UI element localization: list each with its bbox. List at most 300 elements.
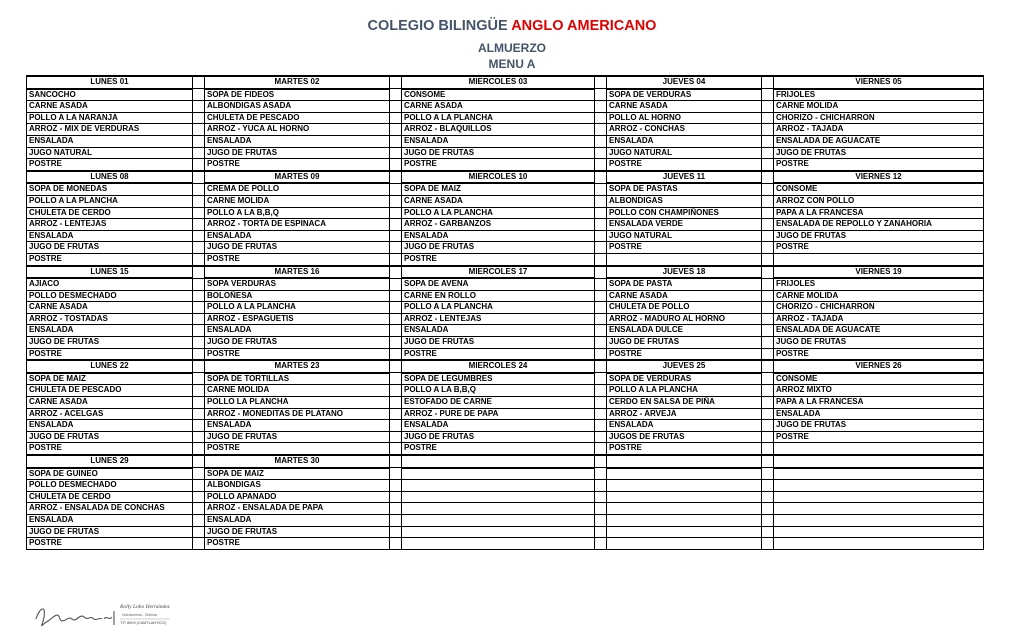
menu-item: POLLO A LA B,B,Q xyxy=(402,385,595,397)
menu-item: JUGO DE FRUTAS xyxy=(205,526,390,538)
menu-item: ARROZ - ACELGAS xyxy=(27,408,193,420)
column-spacer xyxy=(595,135,607,147)
day-header: MIERCOLES 24 xyxy=(402,360,595,373)
menu-label: MENU A xyxy=(488,57,536,71)
column-spacer xyxy=(390,468,402,480)
menu-item: JUGO DE FRUTAS xyxy=(402,147,595,159)
menu-item: ENSALADA DULCE xyxy=(607,325,762,337)
menu-row xyxy=(27,135,984,147)
column-spacer xyxy=(390,124,402,136)
menu-item: ARROZ MIXTO xyxy=(774,385,984,397)
day-header: MARTES 30 xyxy=(205,455,390,468)
column-spacer xyxy=(595,124,607,136)
menu-item: ALBONDIGAS ASADA xyxy=(205,101,390,113)
column-spacer xyxy=(762,480,774,492)
menu-item xyxy=(774,503,984,515)
column-spacer xyxy=(193,195,205,207)
column-spacer xyxy=(595,514,607,526)
stamp-name: Rolly Lobo Hernández xyxy=(120,604,170,610)
menu-item: ENSALADA xyxy=(205,325,390,337)
menu-item: SANCOCHO xyxy=(27,89,193,101)
menu-item: SOPA DE VERDURAS xyxy=(607,89,762,101)
menu-item xyxy=(607,538,762,550)
menu-item: ALBONDIGAS xyxy=(205,480,390,492)
menu-item: ENSALADA xyxy=(205,135,390,147)
column-spacer xyxy=(762,373,774,385)
column-spacer xyxy=(390,101,402,113)
column-spacer xyxy=(595,207,607,219)
menu-item: POSTRE xyxy=(205,443,390,455)
column-spacer xyxy=(595,147,607,159)
day-header xyxy=(774,455,984,468)
menu-item: POSTRE xyxy=(27,159,193,171)
menu-item: ENSALADA xyxy=(27,230,193,242)
menu-item xyxy=(607,514,762,526)
column-spacer xyxy=(193,278,205,290)
column-spacer xyxy=(762,313,774,325)
menu-item: POSTRE xyxy=(205,253,390,265)
week-header-row xyxy=(27,266,984,279)
column-spacer xyxy=(595,491,607,503)
menu-item xyxy=(607,480,762,492)
column-spacer xyxy=(762,253,774,265)
column-spacer xyxy=(595,278,607,290)
column-spacer xyxy=(595,373,607,385)
menu-item xyxy=(402,538,595,550)
column-spacer xyxy=(193,455,205,468)
menu-row xyxy=(27,89,984,101)
menu-row xyxy=(27,207,984,219)
column-spacer xyxy=(193,230,205,242)
menu-item xyxy=(402,468,595,480)
column-spacer xyxy=(390,514,402,526)
menu-item: ENSALADA VERDE xyxy=(607,219,762,231)
menu-item: ENSALADA xyxy=(205,230,390,242)
column-spacer xyxy=(390,397,402,409)
column-spacer xyxy=(762,242,774,254)
column-spacer xyxy=(762,431,774,443)
menu-item: ENSALADA DE AGUACATE xyxy=(774,325,984,337)
column-spacer xyxy=(595,242,607,254)
day-header: MIERCOLES 03 xyxy=(402,76,595,89)
menu-row xyxy=(27,468,984,480)
column-spacer xyxy=(762,207,774,219)
column-spacer xyxy=(193,443,205,455)
column-spacer xyxy=(390,348,402,360)
column-spacer xyxy=(390,195,402,207)
menu-item: SOPA DE MONEDAS xyxy=(27,183,193,195)
column-spacer xyxy=(390,302,402,314)
column-spacer xyxy=(193,219,205,231)
menu-row xyxy=(27,230,984,242)
menu-row xyxy=(27,219,984,231)
column-spacer xyxy=(595,313,607,325)
menu-item: CREMA DE POLLO xyxy=(205,183,390,195)
column-spacer xyxy=(390,207,402,219)
menu-item: JUGO DE FRUTAS xyxy=(27,431,193,443)
column-spacer xyxy=(390,420,402,432)
menu-item xyxy=(774,253,984,265)
menu-item: JUGO NATURAL xyxy=(607,147,762,159)
menu-item: POLLO A LA PLANCHA xyxy=(402,207,595,219)
menu-item: SOPA DE LEGUMBRES xyxy=(402,373,595,385)
menu-item: ENSALADA xyxy=(27,514,193,526)
column-spacer xyxy=(595,468,607,480)
column-spacer xyxy=(390,135,402,147)
menu-item: ESTOFADO DE CARNE xyxy=(402,397,595,409)
column-spacer xyxy=(193,207,205,219)
menu-item: POSTRE xyxy=(205,159,390,171)
column-spacer xyxy=(193,408,205,420)
column-spacer xyxy=(595,420,607,432)
column-spacer xyxy=(595,266,607,279)
menu-item: CARNE ASADA xyxy=(27,302,193,314)
column-spacer xyxy=(595,538,607,550)
column-spacer xyxy=(762,397,774,409)
day-header: VIERNES 26 xyxy=(774,360,984,373)
column-spacer xyxy=(390,266,402,279)
menu-item: JUGO DE FRUTAS xyxy=(607,337,762,349)
menu-row xyxy=(27,480,984,492)
menu-row xyxy=(27,431,984,443)
menu-item: ARROZ - MIX DE VERDURAS xyxy=(27,124,193,136)
column-spacer xyxy=(390,408,402,420)
menu-item: POSTRE xyxy=(27,348,193,360)
column-spacer xyxy=(193,348,205,360)
column-spacer xyxy=(390,325,402,337)
column-spacer xyxy=(762,219,774,231)
menu-item: ARROZ - MONEDITAS DE PLATANO xyxy=(205,408,390,420)
menu-item: POLLO DESMECHADO xyxy=(27,480,193,492)
menu-item: POSTRE xyxy=(774,159,984,171)
menu-item: POLLO AL HORNO xyxy=(607,112,762,124)
menu-item: CARNE ASADA xyxy=(27,101,193,113)
column-spacer xyxy=(193,420,205,432)
menu-item: ARROZ - CONCHAS xyxy=(607,124,762,136)
column-spacer xyxy=(390,230,402,242)
menu-row xyxy=(27,325,984,337)
menu-row xyxy=(27,420,984,432)
menu-item: JUGO DE FRUTAS xyxy=(27,337,193,349)
menu-row xyxy=(27,443,984,455)
menu-item: FRIJOLES xyxy=(774,89,984,101)
menu-item: POLLO LA PLANCHA xyxy=(205,397,390,409)
menu-item xyxy=(402,526,595,538)
menu-item: CARNE ASADA xyxy=(607,101,762,113)
column-spacer xyxy=(762,385,774,397)
menu-item: CARNE ASADA xyxy=(402,195,595,207)
menu-item: POLLO A LA PLANCHA xyxy=(402,302,595,314)
menu-item: AJIACO xyxy=(27,278,193,290)
column-spacer xyxy=(595,195,607,207)
menu-row xyxy=(27,290,984,302)
menu-row xyxy=(27,278,984,290)
column-spacer xyxy=(193,76,205,89)
column-spacer xyxy=(193,503,205,515)
column-spacer xyxy=(193,171,205,184)
menu-item xyxy=(774,526,984,538)
menu-row xyxy=(27,397,984,409)
menu-item: ENSALADA xyxy=(27,325,193,337)
menu-item: POSTRE xyxy=(774,242,984,254)
day-header xyxy=(607,455,762,468)
menu-row xyxy=(27,124,984,136)
menu-row xyxy=(27,183,984,195)
menu-item: JUGO DE FRUTAS xyxy=(27,526,193,538)
menu-item: ENSALADA xyxy=(27,420,193,432)
column-spacer xyxy=(193,385,205,397)
menu-item xyxy=(607,526,762,538)
menu-row xyxy=(27,337,984,349)
day-header: LUNES 08 xyxy=(27,171,193,184)
menu-item: CARNE MOLIDA xyxy=(205,195,390,207)
menu-item: CONSOME xyxy=(774,373,984,385)
menu-item: POSTRE xyxy=(607,348,762,360)
menu-item: SOPA DE MAIZ xyxy=(205,468,390,480)
column-spacer xyxy=(390,219,402,231)
column-spacer xyxy=(762,183,774,195)
column-spacer xyxy=(390,290,402,302)
day-header: VIERNES 12 xyxy=(774,171,984,184)
menu-item xyxy=(607,468,762,480)
column-spacer xyxy=(390,538,402,550)
column-spacer xyxy=(762,325,774,337)
column-spacer xyxy=(595,443,607,455)
menu-item: POSTRE xyxy=(205,538,390,550)
day-header: JUEVES 04 xyxy=(607,76,762,89)
column-spacer xyxy=(595,183,607,195)
column-spacer xyxy=(595,348,607,360)
menu-item: POSTRE xyxy=(774,348,984,360)
menu-item: POLLO A LA NARANJA xyxy=(27,112,193,124)
column-spacer xyxy=(595,230,607,242)
menu-item: ARROZ - BLAQUILLOS xyxy=(402,124,595,136)
column-spacer xyxy=(762,159,774,171)
stamp-license: T.P. 8509 (CAMTLANTICO) xyxy=(120,621,167,625)
menu-item: SOPA DE MAIZ xyxy=(27,373,193,385)
column-spacer xyxy=(193,397,205,409)
column-spacer xyxy=(595,112,607,124)
column-spacer xyxy=(762,337,774,349)
day-header xyxy=(402,455,595,468)
menu-item: JUGO DE FRUTAS xyxy=(774,147,984,159)
menu-item: ENSALADA xyxy=(205,514,390,526)
menu-item xyxy=(402,480,595,492)
day-header: LUNES 22 xyxy=(27,360,193,373)
menu-row xyxy=(27,491,984,503)
menu-item: ARROZ - ARVEJA xyxy=(607,408,762,420)
column-spacer xyxy=(193,373,205,385)
menu-item xyxy=(774,514,984,526)
menu-item: ARROZ - TAJADA xyxy=(774,124,984,136)
menu-item: POSTRE xyxy=(774,431,984,443)
column-spacer xyxy=(595,503,607,515)
menu-item xyxy=(402,514,595,526)
menu-item: JUGO DE FRUTAS xyxy=(774,420,984,432)
menu-subtitle: ALMUERZO xyxy=(478,41,546,55)
column-spacer xyxy=(390,76,402,89)
column-spacer xyxy=(390,443,402,455)
column-spacer xyxy=(762,302,774,314)
menu-item: ENSALADA xyxy=(402,135,595,147)
day-header: MIERCOLES 10 xyxy=(402,171,595,184)
nutritionist-signature xyxy=(30,597,180,633)
menu-item xyxy=(607,503,762,515)
column-spacer xyxy=(762,420,774,432)
column-spacer xyxy=(762,455,774,468)
menu-row xyxy=(27,112,984,124)
menu-item: JUGO DE FRUTAS xyxy=(774,337,984,349)
menu-row xyxy=(27,408,984,420)
menu-item: CHULETA DE PESCADO xyxy=(205,112,390,124)
column-spacer xyxy=(390,112,402,124)
menu-row xyxy=(27,242,984,254)
column-spacer xyxy=(193,431,205,443)
column-spacer xyxy=(595,385,607,397)
column-spacer xyxy=(193,480,205,492)
stamp-role: Nutricionista - Dietista xyxy=(122,613,157,617)
menu-item: JUGO DE FRUTAS xyxy=(205,431,390,443)
menu-item: SOPA DE PASTA xyxy=(607,278,762,290)
menu-item xyxy=(774,468,984,480)
column-spacer xyxy=(390,313,402,325)
column-spacer xyxy=(390,503,402,515)
menu-item: POSTRE xyxy=(607,242,762,254)
column-spacer xyxy=(762,514,774,526)
column-spacer xyxy=(193,183,205,195)
column-spacer xyxy=(762,266,774,279)
menu-item: POLLO A LA PLANCHA xyxy=(607,385,762,397)
menu-item: ENSALADA xyxy=(607,420,762,432)
menu-item: CARNE ASADA xyxy=(27,397,193,409)
column-spacer xyxy=(193,253,205,265)
menu-item: CARNE MOLIDA xyxy=(774,101,984,113)
column-spacer xyxy=(595,101,607,113)
column-spacer xyxy=(762,230,774,242)
menu-item: ENSALADA xyxy=(774,408,984,420)
menu-item: JUGO DE FRUTAS xyxy=(205,147,390,159)
menu-item xyxy=(774,491,984,503)
menu-row xyxy=(27,313,984,325)
column-spacer xyxy=(193,514,205,526)
menu-item: ARROZ CON POLLO xyxy=(774,195,984,207)
menu-item: CARNE ASADA xyxy=(607,290,762,302)
column-spacer xyxy=(193,135,205,147)
column-spacer xyxy=(595,526,607,538)
menu-item: JUGO DE FRUTAS xyxy=(774,230,984,242)
menu-item: POSTRE xyxy=(27,538,193,550)
menu-row xyxy=(27,253,984,265)
column-spacer xyxy=(762,348,774,360)
menu-item: ENSALADA xyxy=(27,135,193,147)
column-spacer xyxy=(762,290,774,302)
menu-item: POSTRE xyxy=(205,348,390,360)
menu-item: POSTRE xyxy=(402,443,595,455)
menu-row xyxy=(27,147,984,159)
day-header: MARTES 16 xyxy=(205,266,390,279)
column-spacer xyxy=(390,526,402,538)
menu-row xyxy=(27,195,984,207)
menu-item: POLLO A LA PLANCHA xyxy=(27,195,193,207)
menu-item: JUGO NATURAL xyxy=(607,230,762,242)
column-spacer xyxy=(762,135,774,147)
column-spacer xyxy=(390,491,402,503)
menu-item: ARROZ - YUCA AL HORNO xyxy=(205,124,390,136)
column-spacer xyxy=(390,278,402,290)
day-header: JUEVES 25 xyxy=(607,360,762,373)
column-spacer xyxy=(193,242,205,254)
menu-item: JUGO DE FRUTAS xyxy=(402,431,595,443)
menu-item: CARNE EN ROLLO xyxy=(402,290,595,302)
menu-item: PAPA A LA FRANCESA xyxy=(774,397,984,409)
column-spacer xyxy=(762,195,774,207)
menu-row xyxy=(27,514,984,526)
day-header: MIERCOLES 17 xyxy=(402,266,595,279)
menu-item: ALBONDIGAS xyxy=(607,195,762,207)
menu-item xyxy=(402,503,595,515)
menu-item: CONSOME xyxy=(402,89,595,101)
day-header: MARTES 02 xyxy=(205,76,390,89)
column-spacer xyxy=(193,124,205,136)
menu-item: SOPA VERDURAS xyxy=(205,278,390,290)
column-spacer xyxy=(762,538,774,550)
menu-item: POSTRE xyxy=(607,159,762,171)
menu-item: SOPA DE PASTAS xyxy=(607,183,762,195)
menu-item xyxy=(402,491,595,503)
menu-item: ARROZ - TORTA DE ESPINACA xyxy=(205,219,390,231)
menu-item: JUGOS DE FRUTAS xyxy=(607,431,762,443)
column-spacer xyxy=(390,253,402,265)
column-spacer xyxy=(193,325,205,337)
menu-item: CERDO EN SALSA DE PIÑA xyxy=(607,397,762,409)
menu-item: CONSOME xyxy=(774,183,984,195)
menu-item: JUGO NATURAL xyxy=(27,147,193,159)
week-header-row xyxy=(27,171,984,184)
menu-row xyxy=(27,373,984,385)
menu-row xyxy=(27,159,984,171)
menu-item: ARROZ - TAJADA xyxy=(774,313,984,325)
column-spacer xyxy=(595,325,607,337)
day-header: LUNES 15 xyxy=(27,266,193,279)
column-spacer xyxy=(762,443,774,455)
column-spacer xyxy=(595,480,607,492)
menu-item: FRIJOLES xyxy=(774,278,984,290)
day-header: VIERNES 19 xyxy=(774,266,984,279)
menu-item: POSTRE xyxy=(27,253,193,265)
column-spacer xyxy=(762,526,774,538)
column-spacer xyxy=(762,503,774,515)
menu-item: CARNE MOLIDA xyxy=(205,385,390,397)
column-spacer xyxy=(390,480,402,492)
column-spacer xyxy=(595,360,607,373)
menu-row xyxy=(27,503,984,515)
menu-item: CHULETA DE CERDO xyxy=(27,491,193,503)
menu-item: CHORIZO - CHICHARRON xyxy=(774,112,984,124)
column-spacer xyxy=(595,76,607,89)
menu-item xyxy=(774,443,984,455)
column-spacer xyxy=(762,124,774,136)
column-spacer xyxy=(595,337,607,349)
column-spacer xyxy=(762,360,774,373)
menu-item: SOPA DE GUINEO xyxy=(27,468,193,480)
menu-item: JUGO DE FRUTAS xyxy=(205,242,390,254)
menu-item: POLLO A LA PLANCHA xyxy=(402,112,595,124)
menu-row xyxy=(27,526,984,538)
menu-item: SOPA DE VERDURAS xyxy=(607,373,762,385)
menu-item: POLLO A LA PLANCHA xyxy=(205,302,390,314)
menu-item: POLLO DESMECHADO xyxy=(27,290,193,302)
menu-item: CHULETA DE POLLO xyxy=(607,302,762,314)
